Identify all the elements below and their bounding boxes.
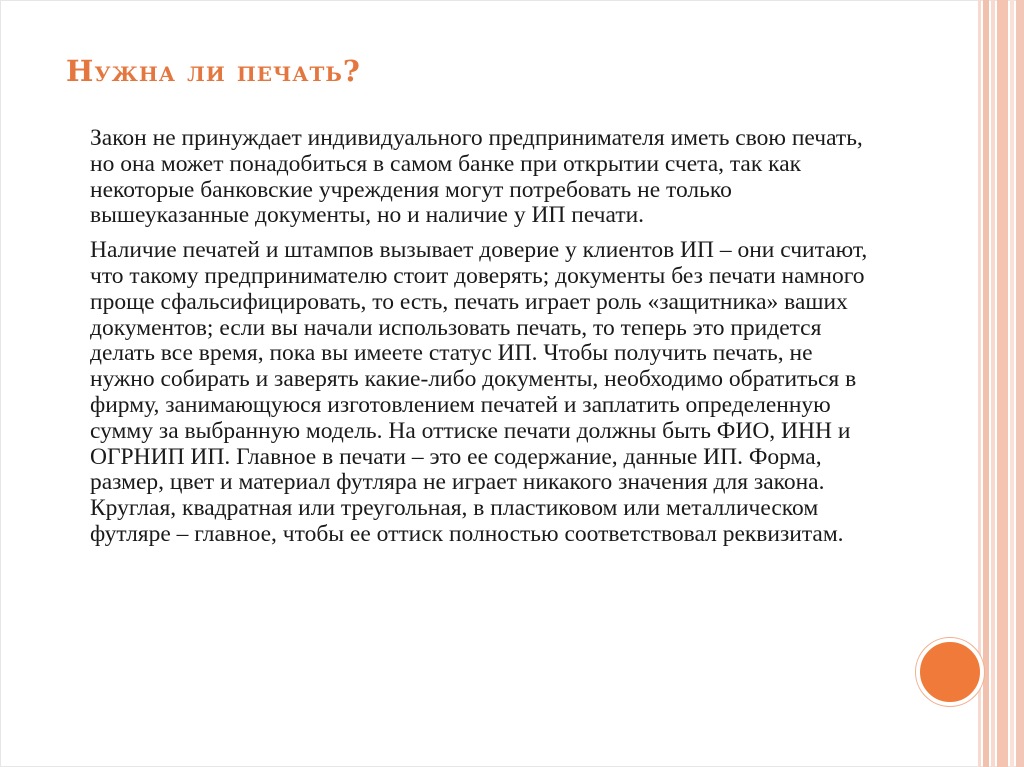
- decor-stripe: [1016, 0, 1024, 767]
- slide-body: [90, 126, 880, 557]
- decor-stripe: [991, 0, 995, 767]
- decor-stripe: [997, 0, 1008, 767]
- paragraph-2: Наличие печатей и штампов вызывает доверие у клиентов ИП – они считают, что такому предпринимателю стоит доверять; документы без печати намного проще сфальсифицировать, то есть, печать играет роль «защитника» ваших документов; если вы начали использовать печать, то теперь это придется делать все время, пока вы имеете статус ИП. Чтобы получить печать, не нужно собирать и заверять какие-либо документы, необходимо обратиться в фирму, занимающуюся изготовлением печатей и заплатить определенную сумму за выбранную модель. На оттиске печати должны быть ФИО, ИНН и ОГРНИП ИП. Главное в печати – это ее содержание, данные ИП. Форма, размер, цвет и материал футляра не играет никакого значения для закона. Круглая, квадратная или треугольная, в пластиковом или металлическом футляре – главное, чтобы ее оттиск полностью соответствовал реквизитам.: [90, 237, 868, 547]
- slide-title: Нужна ли печать?: [66, 54, 361, 88]
- decor-stripe: [983, 0, 989, 767]
- decor-stripe: [1010, 0, 1014, 767]
- decor-stripe: [978, 0, 981, 767]
- decor-circle: [916, 638, 984, 706]
- paragraph-1: Закон не принуждает индивидуального предпринимателя иметь свою печать, но она может понадобиться в самом банке при открытии счета, так как некоторые банковские учреждения могут потребовать не только вышеуказанные документы, но и наличие у ИП печати.: [90, 125, 863, 229]
